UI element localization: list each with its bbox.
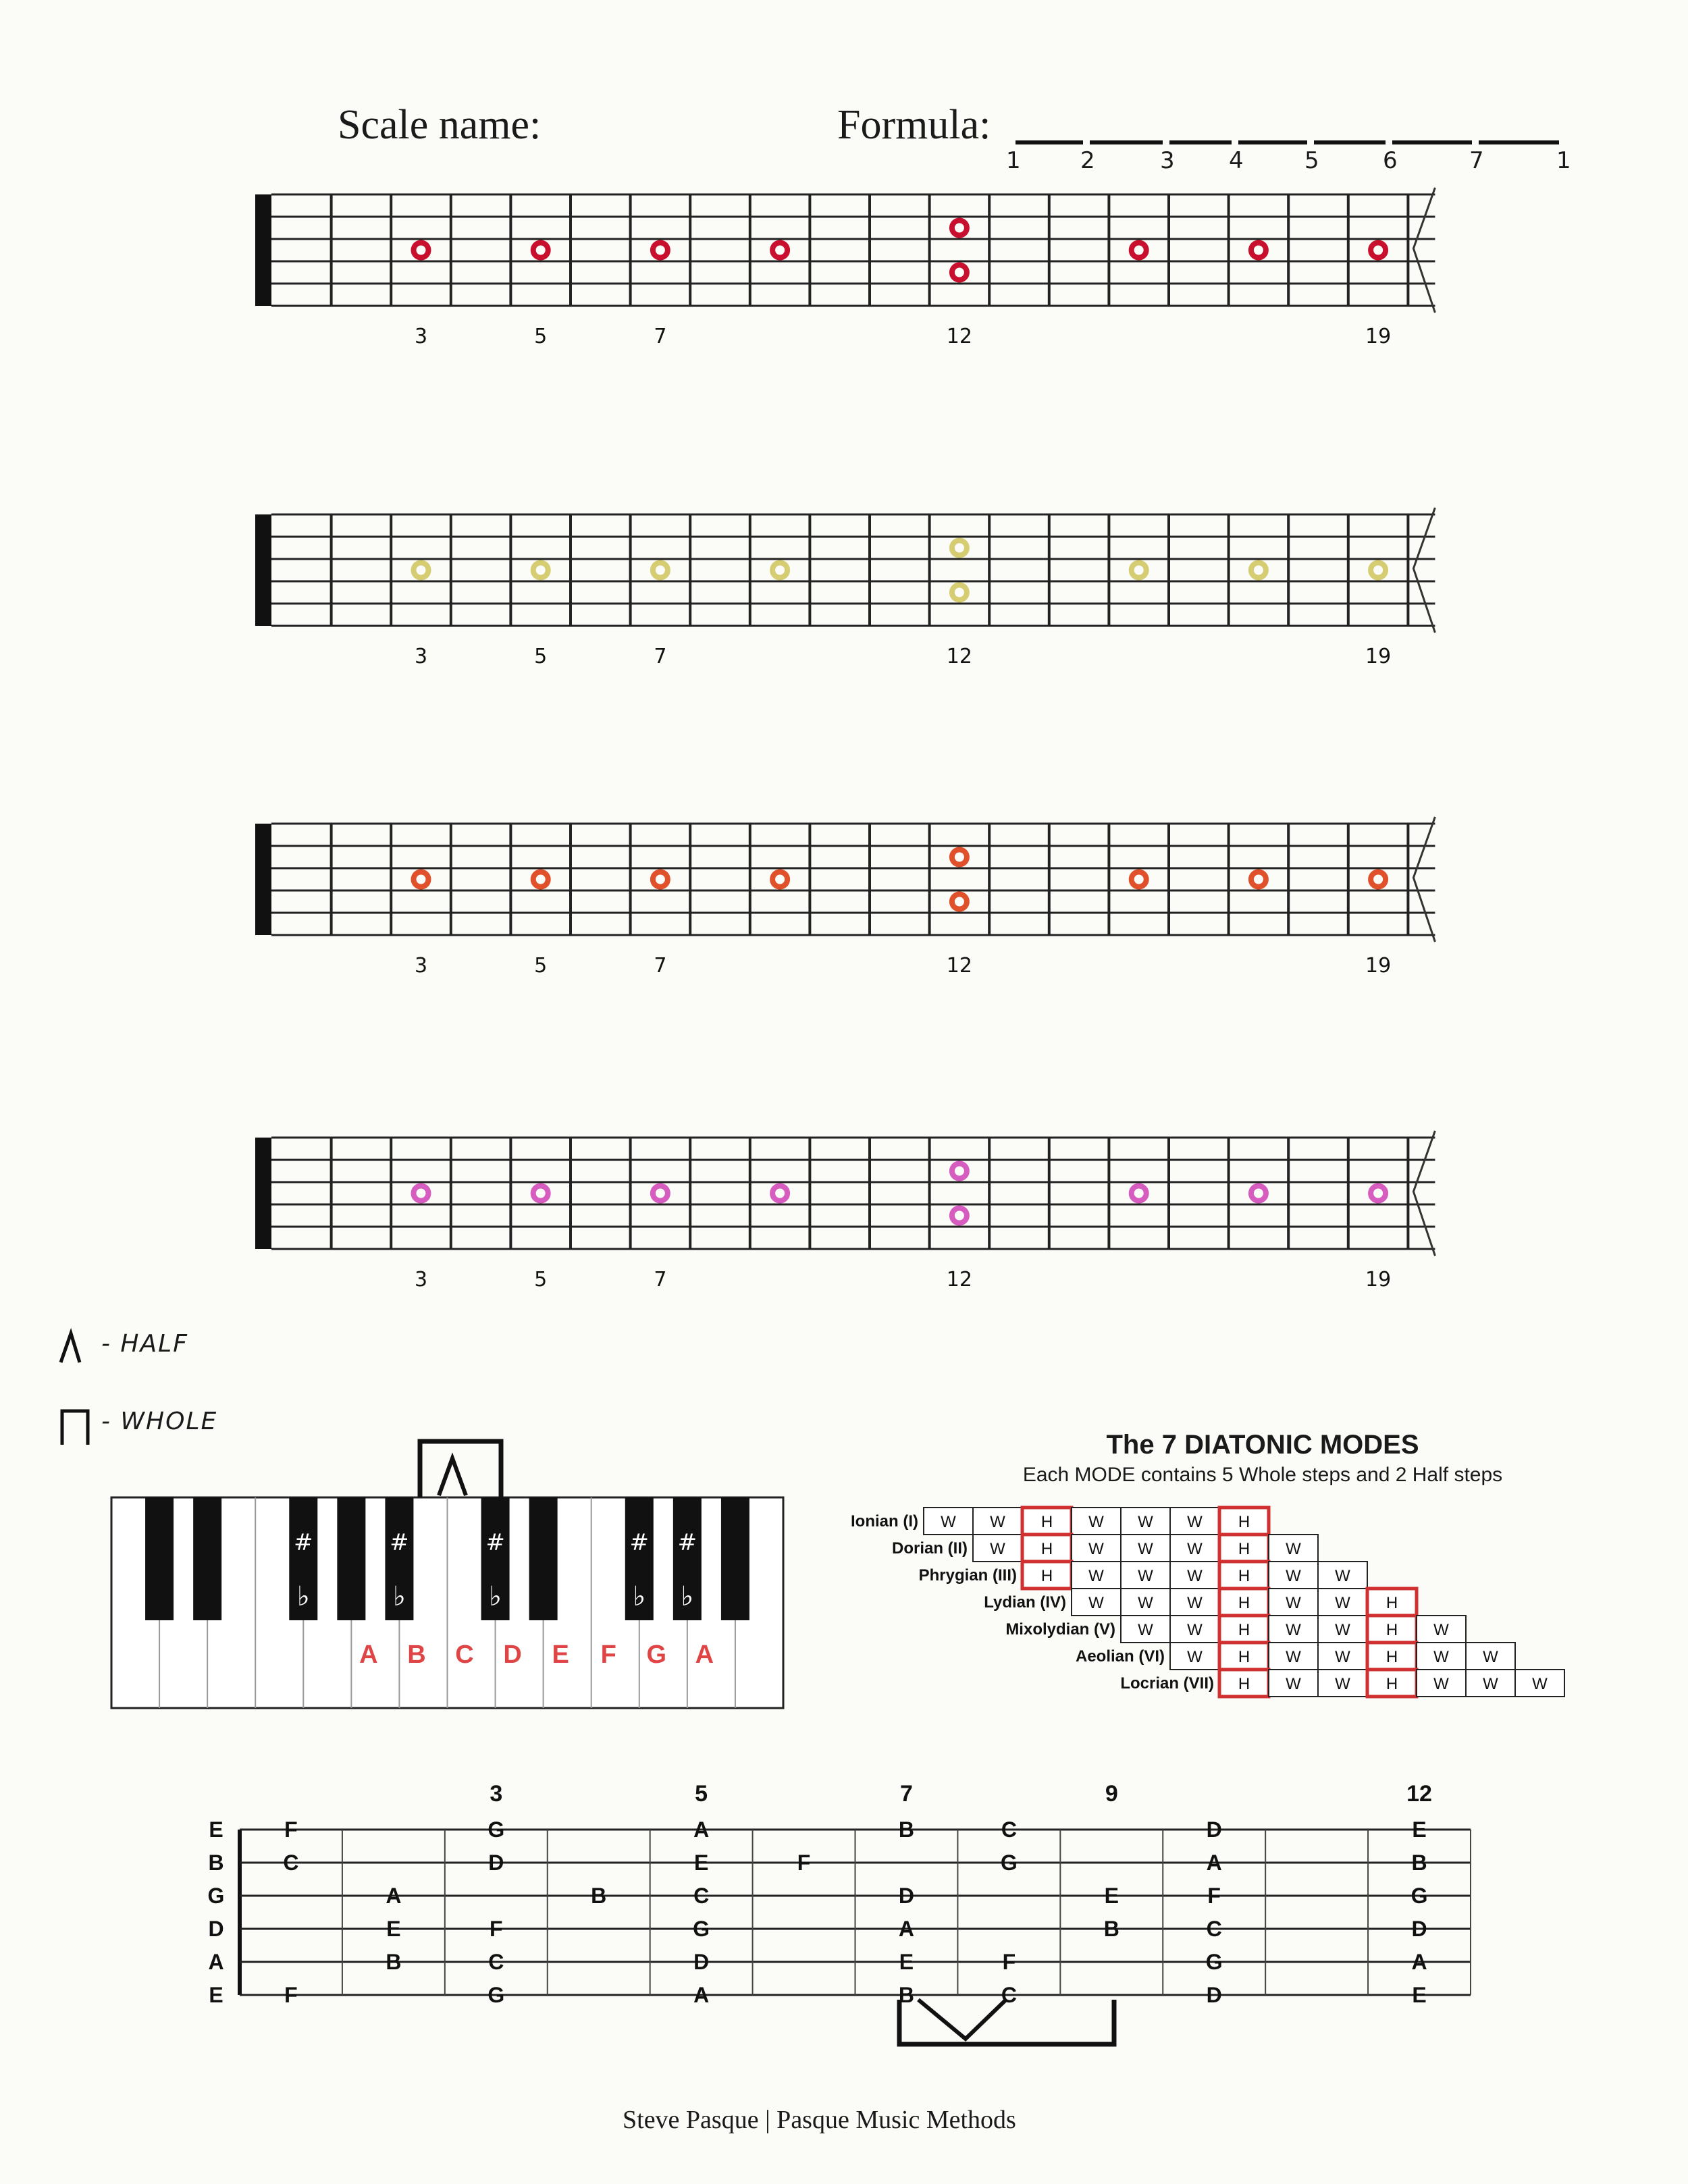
scale-note-dot: [653, 243, 668, 258]
scale-note-dot: [533, 563, 548, 578]
mode-step-label: H: [1238, 1648, 1250, 1666]
scale-name-label: Scale name:: [338, 102, 542, 148]
formula-label: Formula:: [837, 102, 991, 148]
mode-step-label: H: [1238, 1594, 1250, 1612]
tab-note-label: D: [1206, 1983, 1222, 2007]
fretboard-break-line: [1413, 508, 1435, 633]
whole-step-symbol: [62, 1411, 88, 1445]
tab-note-label: G: [1410, 1884, 1428, 1908]
scale-note-dot: [772, 563, 787, 578]
mode-step-label: H: [1386, 1621, 1398, 1639]
mode-name: Dorian (II): [892, 1539, 968, 1557]
scale-note-dot: [1251, 243, 1266, 258]
tab-note-label: F: [284, 1983, 298, 2007]
flat-symbol: ♭: [392, 1581, 406, 1612]
tab-note-label: D: [1411, 1917, 1427, 1941]
tab-note-label: G: [693, 1917, 710, 1941]
mode-step-label: W: [1088, 1567, 1104, 1585]
piano-black-key: [193, 1497, 221, 1620]
mode-step-label: W: [1483, 1648, 1498, 1666]
scale-note-dot: [414, 1186, 429, 1201]
scale-note-dot: [1251, 872, 1266, 887]
tab-note-label: F: [1002, 1950, 1016, 1974]
half-step-symbol: [61, 1333, 80, 1362]
fretboard-nut: [255, 824, 271, 935]
mode-name: Aeolian (VI): [1075, 1647, 1165, 1666]
piano-black-key: [721, 1497, 749, 1620]
scale-note-dot: [414, 872, 429, 887]
mode-step-label: W: [1138, 1594, 1153, 1612]
flat-symbol: ♭: [633, 1581, 646, 1612]
scale-note-dot: [653, 563, 668, 578]
tab-note-label: B: [1411, 1850, 1427, 1875]
tab-note-label: C: [1001, 1983, 1017, 2007]
flat-symbol: ♭: [489, 1581, 502, 1612]
fret-number-label: 3: [414, 325, 428, 348]
piano-note-label: F: [600, 1641, 616, 1669]
tab-note-label: A: [1206, 1850, 1222, 1875]
mode-name: Locrian (VII): [1120, 1674, 1214, 1693]
mode-step-label: W: [1532, 1675, 1548, 1693]
fret-number-label: 3: [414, 1268, 428, 1291]
scale-note-dot: [533, 872, 548, 887]
fretboard-nut: [255, 1138, 271, 1249]
mode-step-label: W: [1335, 1675, 1350, 1693]
tab-fret-number: 9: [1105, 1781, 1118, 1807]
fretboard-break-line: [1413, 1131, 1435, 1256]
fret-number-label: 12: [946, 325, 972, 348]
mode-step-label: H: [1238, 1513, 1250, 1531]
fret-number-label: 19: [1365, 325, 1392, 348]
tab-note-label: D: [1206, 1817, 1222, 1842]
mode-step-label: W: [1335, 1648, 1350, 1666]
mode-step-label: W: [1088, 1540, 1104, 1558]
scale-note-dot: [952, 585, 967, 600]
mode-step-label: H: [1040, 1513, 1053, 1531]
tab-note-label: B: [898, 1817, 915, 1842]
mode-step-label: H: [1238, 1567, 1250, 1585]
tab-note-label: F: [1207, 1884, 1221, 1908]
tab-note-label: C: [1001, 1817, 1017, 1842]
footer-credit: Steve Pasque | Pasque Music Methods: [623, 2106, 1016, 2134]
scale-note-dot: [1251, 1186, 1266, 1201]
modes-subtitle: Each MODE contains 5 Whole steps and 2 Half steps: [1022, 1464, 1503, 1486]
mode-name: Ionian (I): [851, 1512, 918, 1530]
mode-step-label: W: [1335, 1594, 1350, 1612]
tab-note-label: E: [693, 1850, 709, 1875]
formula-degree-label: 3: [1160, 147, 1175, 174]
mode-step-label: H: [1386, 1648, 1398, 1666]
mode-step-label: W: [1187, 1540, 1203, 1558]
fret-number-label: 12: [946, 645, 972, 668]
formula-degree-label: 2: [1080, 147, 1095, 174]
flat-symbol: ♭: [681, 1581, 694, 1612]
mode-name: Phrygian (III): [918, 1566, 1017, 1584]
fret-number-label: 12: [946, 954, 972, 978]
scale-note-dot: [952, 1208, 967, 1223]
tab-note-label: D: [693, 1950, 710, 1974]
tab-note-label: G: [487, 1817, 505, 1842]
string-name-label: G: [207, 1884, 225, 1908]
piano-note-label: D: [503, 1641, 522, 1669]
fretboard-nut: [255, 194, 271, 306]
fret-number-label: 7: [654, 325, 667, 348]
mode-step-label: W: [1187, 1648, 1203, 1666]
piano-note-label: A: [359, 1641, 378, 1669]
scale-note-dot: [772, 872, 787, 887]
tab-note-label: B: [1103, 1917, 1119, 1941]
scale-note-dot: [772, 243, 787, 258]
mode-step-label: H: [1238, 1621, 1250, 1639]
string-name-label: D: [208, 1917, 224, 1941]
tab-note-label: G: [487, 1983, 505, 2007]
fret-number-label: 19: [1365, 645, 1392, 668]
fret-number-label: 5: [534, 645, 548, 668]
tab-note-label: A: [1411, 1950, 1427, 1974]
fret-number-label: 5: [534, 1268, 548, 1291]
mode-step-label: W: [1138, 1567, 1153, 1585]
sharp-symbol: #: [677, 1529, 697, 1556]
half-step-legend-label: - HALF: [101, 1330, 188, 1358]
formula-degree-label: 7: [1469, 147, 1484, 174]
mode-step-label: W: [1286, 1540, 1301, 1558]
fret-number-label: 5: [534, 954, 548, 978]
flat-symbol: ♭: [296, 1581, 310, 1612]
mode-step-label: W: [1286, 1567, 1301, 1585]
tab-note-label: E: [1412, 1983, 1427, 2007]
fret-number-label: 5: [534, 325, 548, 348]
tab-note-label: F: [490, 1917, 503, 1941]
tab-note-label: F: [284, 1817, 298, 1842]
scale-note-dot: [772, 1186, 787, 1201]
tab-note-label: B: [591, 1884, 607, 1908]
mode-step-label: W: [1433, 1675, 1449, 1693]
mode-step-label: W: [990, 1540, 1005, 1558]
scale-note-dot: [952, 265, 967, 280]
mode-step-label: W: [990, 1513, 1005, 1531]
scale-note-dot: [952, 541, 967, 556]
mode-step-label: W: [1138, 1540, 1153, 1558]
scale-note-dot: [1371, 563, 1386, 578]
scale-note-dot: [1132, 243, 1146, 258]
whole-step-legend-label: - WHOLE: [101, 1408, 218, 1435]
tab-note-label: F: [797, 1850, 811, 1875]
tab-note-label: B: [898, 1983, 915, 2007]
mode-step-label: W: [1187, 1594, 1203, 1612]
scale-note-dot: [1132, 563, 1146, 578]
tab-note-label: D: [488, 1850, 504, 1875]
mode-step-label: W: [1088, 1513, 1104, 1531]
piano-note-label: E: [552, 1641, 569, 1669]
scale-note-dot: [1251, 563, 1266, 578]
scale-note-dot: [1371, 1186, 1386, 1201]
fret-number-label: 7: [654, 954, 667, 978]
piano-black-key: [337, 1497, 365, 1620]
tab-note-label: A: [693, 1817, 710, 1842]
formula-degree-label: 5: [1304, 147, 1319, 174]
mode-step-label: W: [1286, 1621, 1301, 1639]
tab-note-label: D: [898, 1884, 915, 1908]
scale-note-dot: [952, 221, 967, 236]
tab-note-label: B: [386, 1950, 402, 1974]
tab-note-label: E: [386, 1917, 401, 1941]
fret-number-label: 3: [414, 645, 428, 668]
scale-note-dot: [414, 243, 429, 258]
mode-step-label: W: [1433, 1621, 1449, 1639]
scale-note-dot: [952, 850, 967, 865]
scale-note-dot: [414, 563, 429, 578]
scale-note-dot: [533, 1186, 548, 1201]
piano-note-label: B: [407, 1641, 426, 1669]
scale-note-dot: [1132, 872, 1146, 887]
tab-note-label: A: [386, 1884, 402, 1908]
mode-step-label: W: [1187, 1621, 1203, 1639]
sharp-symbol: #: [629, 1529, 650, 1556]
fret-number-label: 12: [946, 1268, 972, 1291]
tab-note-label: E: [1104, 1884, 1119, 1908]
scale-note-dot: [1132, 1186, 1146, 1201]
mode-step-label: W: [1483, 1675, 1498, 1693]
tab-note-label: C: [283, 1850, 299, 1875]
tab-note-label: C: [488, 1950, 504, 1974]
mode-name: Mixolydian (V): [1005, 1620, 1115, 1639]
piano-black-key: [145, 1497, 174, 1620]
sharp-symbol: #: [485, 1529, 505, 1556]
sharp-symbol: #: [294, 1529, 313, 1556]
mode-step-label: W: [1138, 1513, 1153, 1531]
mode-step-label: H: [1238, 1540, 1250, 1558]
half-step-mark: [439, 1458, 466, 1495]
mode-step-label: H: [1040, 1567, 1053, 1585]
formula-degree-label: 1: [1556, 147, 1571, 174]
mode-step-label: W: [1088, 1594, 1104, 1612]
tab-fret-number: 12: [1406, 1781, 1432, 1807]
string-name-label: E: [209, 1817, 223, 1842]
fret-number-label: 3: [414, 954, 428, 978]
fret-number-label: 19: [1365, 1268, 1392, 1291]
tab-fret-number: 5: [695, 1781, 708, 1807]
tab-note-label: C: [693, 1884, 710, 1908]
fret-number-label: 19: [1365, 954, 1392, 978]
scale-note-dot: [952, 1164, 967, 1179]
piano-note-label: C: [455, 1641, 474, 1669]
scale-note-dot: [533, 243, 548, 258]
modes-title: The 7 DIATONIC MODES: [1106, 1430, 1419, 1460]
tab-note-label: G: [1000, 1850, 1018, 1875]
mode-name: Lydian (IV): [984, 1593, 1066, 1612]
scale-note-dot: [1371, 243, 1386, 258]
mode-step-label: W: [1286, 1648, 1301, 1666]
mode-step-label: W: [941, 1513, 956, 1531]
string-name-label: B: [208, 1850, 224, 1875]
mode-step-label: W: [1335, 1621, 1350, 1639]
string-name-label: E: [209, 1983, 223, 2007]
mode-step-label: W: [1335, 1567, 1350, 1585]
formula-degree-label: 6: [1383, 147, 1398, 174]
mode-step-label: H: [1040, 1540, 1053, 1558]
tab-fret-number: 7: [899, 1781, 913, 1807]
tab-fret-number: 3: [490, 1781, 503, 1807]
piano-note-label: G: [646, 1641, 667, 1669]
sharp-symbol: #: [390, 1529, 409, 1556]
fret-number-label: 7: [654, 1268, 667, 1291]
mode-step-label: W: [1187, 1513, 1203, 1531]
fret-number-label: 7: [654, 645, 667, 668]
scale-note-dot: [653, 1186, 668, 1201]
tab-note-label: A: [693, 1983, 710, 2007]
mode-step-label: W: [1187, 1567, 1203, 1585]
tab-note-label: A: [898, 1917, 915, 1941]
tab-note-label: E: [1412, 1817, 1427, 1842]
formula-degree-label: 4: [1229, 147, 1244, 174]
fretboard-break-line: [1413, 817, 1435, 942]
tab-note-label: G: [1205, 1950, 1223, 1974]
scale-note-dot: [952, 895, 967, 909]
mode-step-label: W: [1433, 1648, 1449, 1666]
fretboard-break-line: [1413, 188, 1435, 313]
half-step-bracket: [420, 1441, 501, 1497]
mode-step-label: H: [1238, 1675, 1250, 1693]
string-name-label: A: [208, 1950, 224, 1974]
mode-step-label: W: [1286, 1675, 1301, 1693]
mode-step-label: W: [1286, 1594, 1301, 1612]
scale-note-dot: [1371, 872, 1386, 887]
formula-degree-label: 1: [1006, 147, 1021, 174]
piano-note-label: A: [695, 1641, 714, 1669]
mode-step-label: W: [1138, 1621, 1153, 1639]
tab-note-label: E: [899, 1950, 914, 1974]
mode-step-label: H: [1386, 1594, 1398, 1612]
fretboard-nut: [255, 514, 271, 626]
tab-note-label: C: [1206, 1917, 1222, 1941]
scale-note-dot: [653, 872, 668, 887]
whole-step-mark: [918, 2000, 1006, 2039]
piano-black-key: [529, 1497, 558, 1620]
mode-step-label: H: [1386, 1675, 1398, 1693]
